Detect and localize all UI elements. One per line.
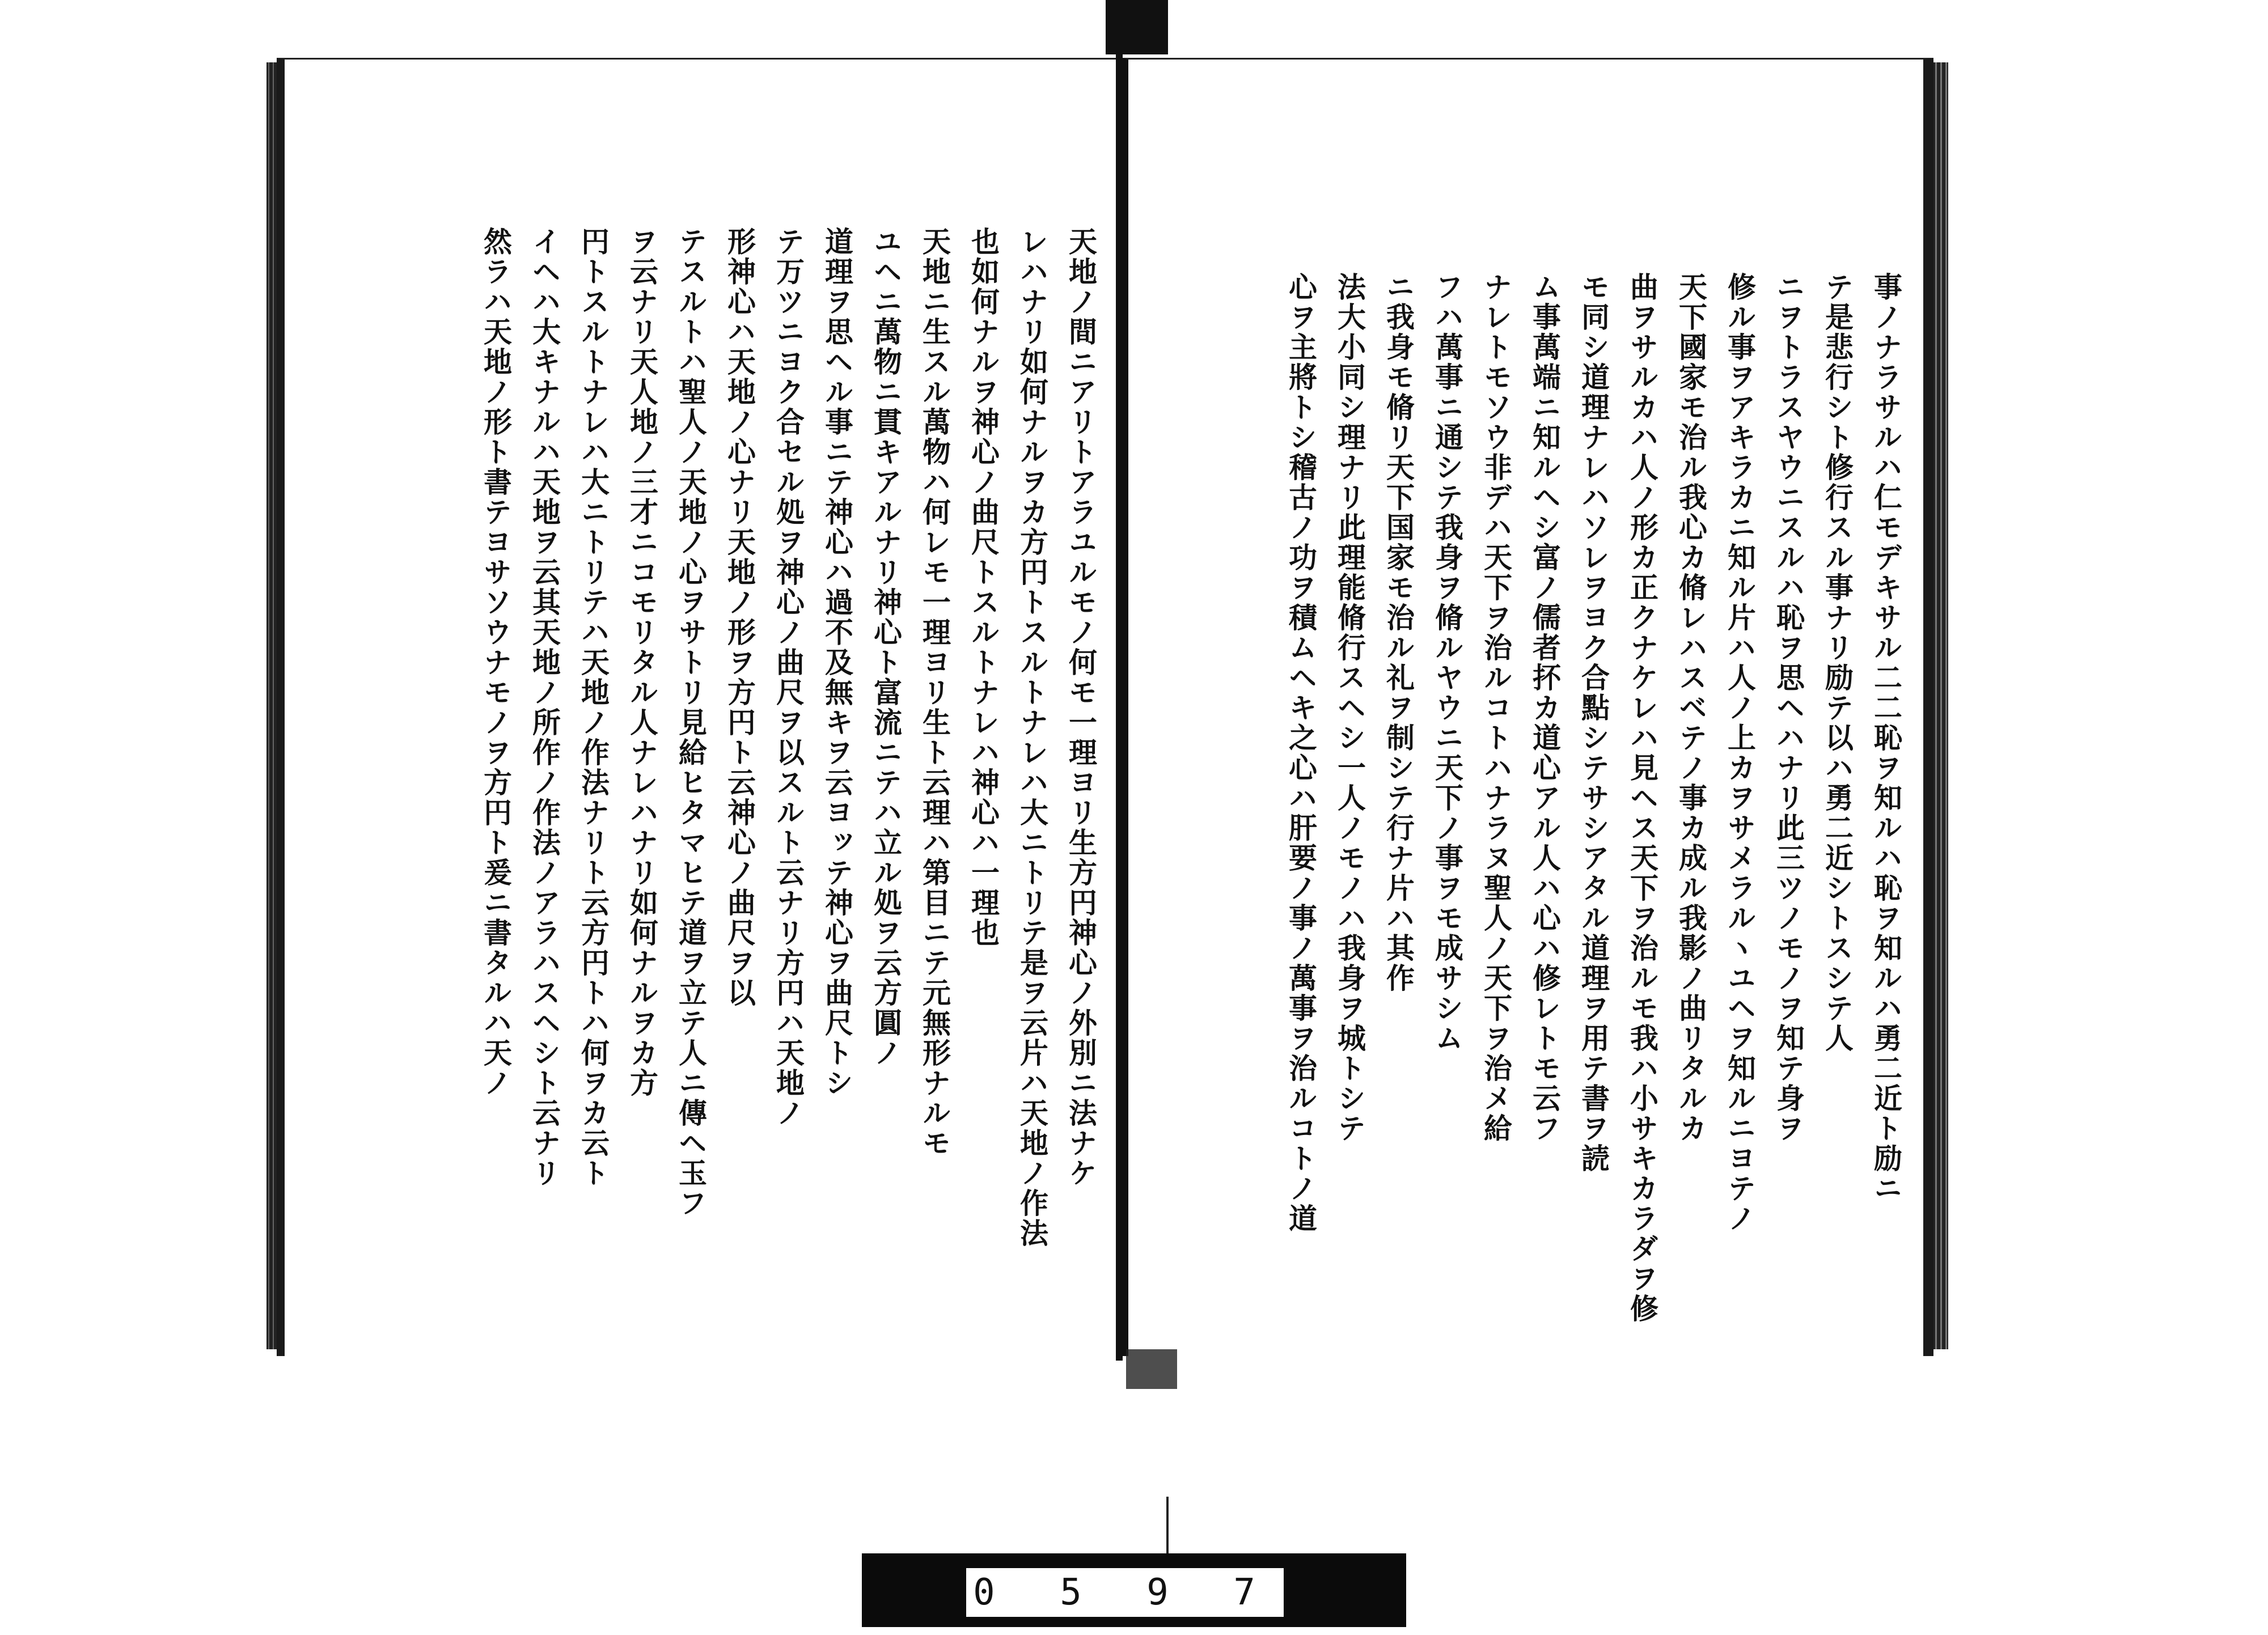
text-column: ヲ云ナリ天人地ノ三才ニコモリタル人ナレハナリ如何ナルヲカ方 <box>625 227 659 1098</box>
text-column: 天地ニ生スル萬物ハ何レモ一理ヨリ生ト云理ハ第目ニテ元無形ナルモ <box>918 227 951 1158</box>
text-column: 形神心ハ天地ノ心ナリ天地ノ形ヲ方円ト云神心ノ曲尺ヲ以 <box>723 227 756 1008</box>
spine-top-mark <box>1106 0 1168 54</box>
text-column: ニ我身モ脩リ天下国家モ治ル礼ヲ制シテ行ナ片ハ其作 <box>1382 272 1415 993</box>
text-column: イヘハ大キナルハ天地ヲ云其天地ノ所作ノ作法ノアラハスヘシト云ナリ <box>528 227 561 1188</box>
text-column: 法大小同シ理ナリ此理能脩行スヘシ一人ノモノハ我身ヲ城トシテ <box>1333 272 1366 1143</box>
text-column: モ同シ道理ナレハソレヲヨク合點シテサシアタル道理ヲ用テ書ヲ読 <box>1577 272 1610 1174</box>
text-column: 然ラハ天地ノ形ト書テヨサソウナモノヲ方円ト爰ニ書タルハ天ノ <box>479 227 513 1098</box>
right-page-edge <box>1933 62 1948 1349</box>
book-spine <box>1116 0 1123 1361</box>
text-column: 天下國家モ治ル我心カ脩レハスベテノ事カ成ル我影ノ曲リタルカ <box>1674 272 1708 1143</box>
text-column: ニヲトラスヤウニスルハ恥ヲ思ヘハナリ此三ツノモノヲ知テ身ヲ <box>1772 272 1805 1143</box>
text-column: テスルトハ聖人ノ天地ノ心ヲサトリ見給ヒタマヒテ道ヲ立テ人ニ傳ヘ玉フ <box>674 227 708 1218</box>
text-column: ナレトモソウ非デハ天下ヲ治ルコトハナラヌ聖人ノ天下ヲ治メ給 <box>1479 272 1513 1143</box>
text-column: 円トスルトナレハ大ニトリテハ天地ノ作法ナリト云方円トハ何ヲカ云ト <box>577 227 610 1188</box>
text-column: 也如何ナルヲ神心ノ曲尺トスルトナレハ神心ハ一理也 <box>967 227 1000 948</box>
left-page-text <box>318 227 1100 1338</box>
footer-label: 0 5 9 7 <box>964 1566 1286 1619</box>
text-column: ム事萬端ニ知ルヘシ富ノ儒者抔カ道心アル人ハ心ハ修レトモ云フ <box>1528 272 1562 1143</box>
text-column: テ万ツニヨク合セル処ヲ神心ノ曲尺ヲ以スルト云ナリ方円ハ天地ノ <box>772 227 805 1128</box>
text-column: テ是悲行シト修行スル事ナリ励テ以ハ勇二近シトスシテ人 <box>1821 272 1854 1053</box>
text-column: 修ル事ヲアキラカニ知ル片ハ人ノ上カヲサメラルヽユヘヲ知ルニヨテノ <box>1723 272 1757 1234</box>
text-column: 道理ヲ思ヘル事ニテ神心ハ過不及無キヲ云ヨッテ神心ヲ曲尺トシ <box>820 227 854 1098</box>
text-column: 曲ヲサルカハ人ノ形カ正クナケレハ見ヘス天下ヲ治ルモ我ハ小サキカラダヲ修 <box>1626 272 1659 1324</box>
text-column: レハナリ如何ナルヲカ方円トスルトナレハ大ニトリテ是ヲ云片ハ天地ノ作法 <box>1015 227 1049 1248</box>
text-column: 心ヲ主將トシ稽古ノ功ヲ積ムヘキ之心ハ肝要ノ事ノ萬事ヲ治ルコトノ道 <box>1284 272 1318 1234</box>
text-column: 事ノナラサルハ仁モデキサル二二恥ヲ知ルハ恥ヲ知ルハ勇二近ト励ニ <box>1869 272 1903 1204</box>
spine-foot-mark <box>1126 1349 1177 1389</box>
right-page-text <box>1157 272 1905 1338</box>
text-column: フハ萬事ニ通シテ我身ヲ脩ルヤウニ天下ノ事ヲモ成サシム <box>1431 272 1464 1053</box>
text-column: ユヘニ萬物ニ貫キアルナリ神心ト富流ニテハ立ル処ヲ云方圓ノ <box>869 227 903 1068</box>
text-column: 天地ノ間ニアリトアラユルモノ何モ一理ヨリ生方円神心ノ外別ニ法ナケ <box>1064 227 1098 1188</box>
label-stem <box>1166 1497 1169 1553</box>
